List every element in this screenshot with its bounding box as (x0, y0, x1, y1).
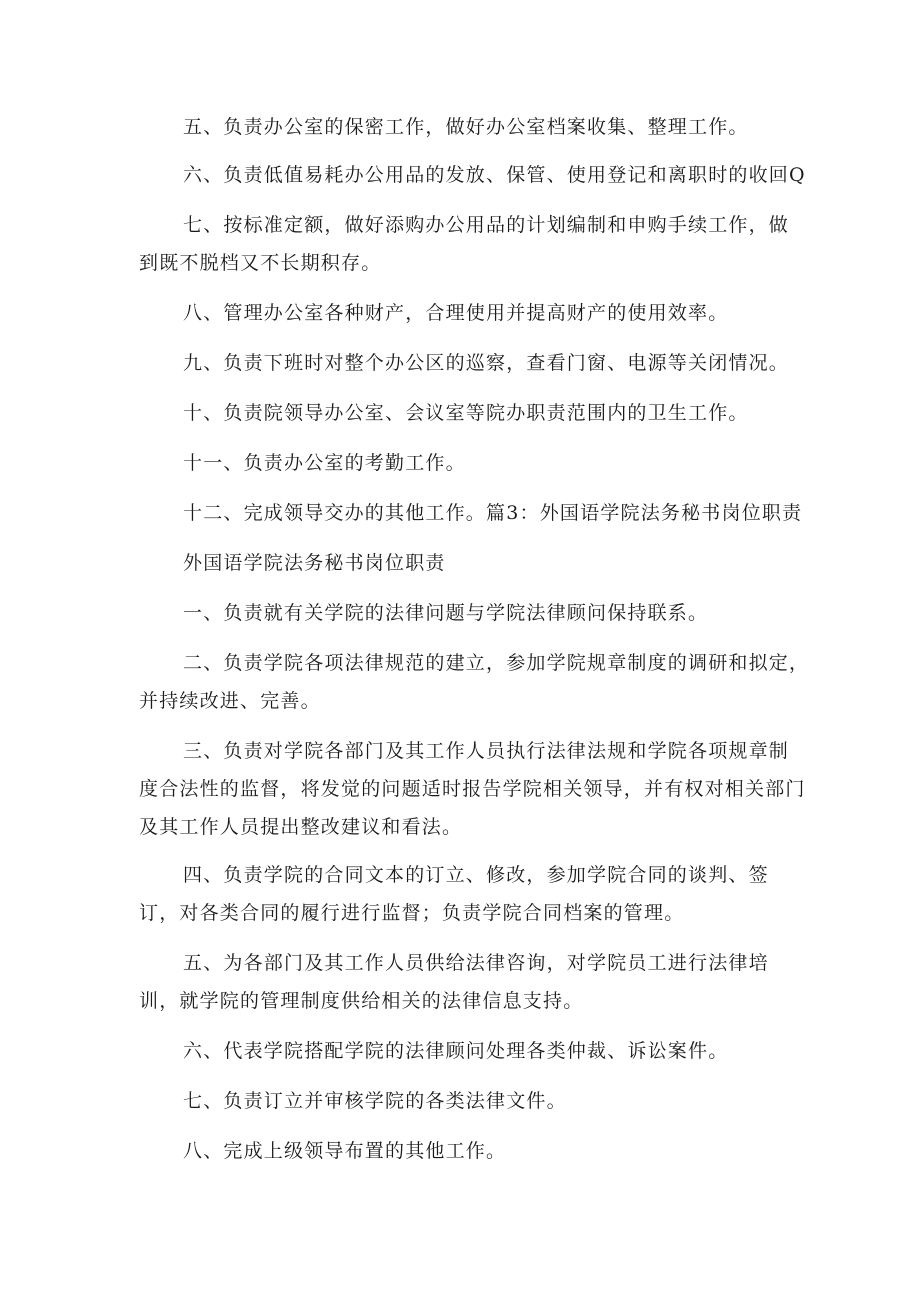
paragraph-line: 六、负责低值易耗办公用品的发放、保管、使用登记和离职时的收回Q (183, 164, 806, 186)
paragraph-line: 六、代表学院搭配学院的法律顾问处理各类仲裁、诉讼案件。 (183, 1040, 729, 1062)
paragraph-line: 到既不脱档又不长期积存。 (139, 252, 382, 274)
paragraph-line: 度合法性的监督，将发觉的问题适时报告学院相关领导，并有权对相关部门 (139, 778, 806, 800)
paragraph-line: 训，就学院的管理制度供给相关的法律信息支持。 (139, 990, 584, 1012)
paragraph-line: 八、完成上级领导布置的其他工作。 (183, 1140, 507, 1162)
section-title: 外国语学院法务秘书岗位职责 (183, 552, 446, 574)
paragraph-line: 十二、完成领导交办的其他工作。篇3：外国语学院法务秘书岗位职责 (183, 502, 803, 524)
paragraph-line: 五、负责办公室的保密工作，做好办公室档案收集、整理工作。 (183, 116, 749, 138)
paragraph-line: 二、负责学院各项法律规范的建立，参加学院规章制度的调研和拟定， (183, 652, 810, 674)
paragraph-line: 十一、负责办公室的考勤工作。 (183, 452, 466, 474)
paragraph-line: 一、负责就有关学院的法律问题与学院法律顾问保持联系。 (183, 602, 709, 624)
paragraph-line: 五、为各部门及其工作人员供给法律咨询，对学院员工进行法律培 (183, 952, 769, 974)
paragraph-line: 四、负责学院的合同文本的订立、修改，参加学院合同的谈判、签 (183, 864, 769, 886)
paragraph-line: 七、负责订立并审核学院的各类法律文件。 (183, 1090, 567, 1112)
paragraph-line: 七、按标准定额，做好添购办公用品的计划编制和申购手续工作，做 (183, 214, 790, 236)
paragraph-line: 十、负责院领导办公室、会议室等院办职责范围内的卫生工作。 (183, 402, 749, 424)
paragraph-line: 九、负责下班时对整个办公区的巡察，查看门窗、电源等关闭情况。 (183, 352, 790, 374)
paragraph-line: 三、负责对学院各部门及其工作人员执行法律法规和学院各项规章制 (183, 740, 790, 762)
paragraph-line: 八、管理办公室各种财产，合理使用并提高财产的使用效率。 (183, 302, 729, 324)
paragraph-line: 并持续改进、完善。 (139, 690, 321, 712)
paragraph-line: 订，对各类合同的履行进行监督；负责学院合同档案的管理。 (139, 902, 685, 924)
paragraph-line: 及其工作人员提出整改建议和看法。 (139, 816, 463, 838)
